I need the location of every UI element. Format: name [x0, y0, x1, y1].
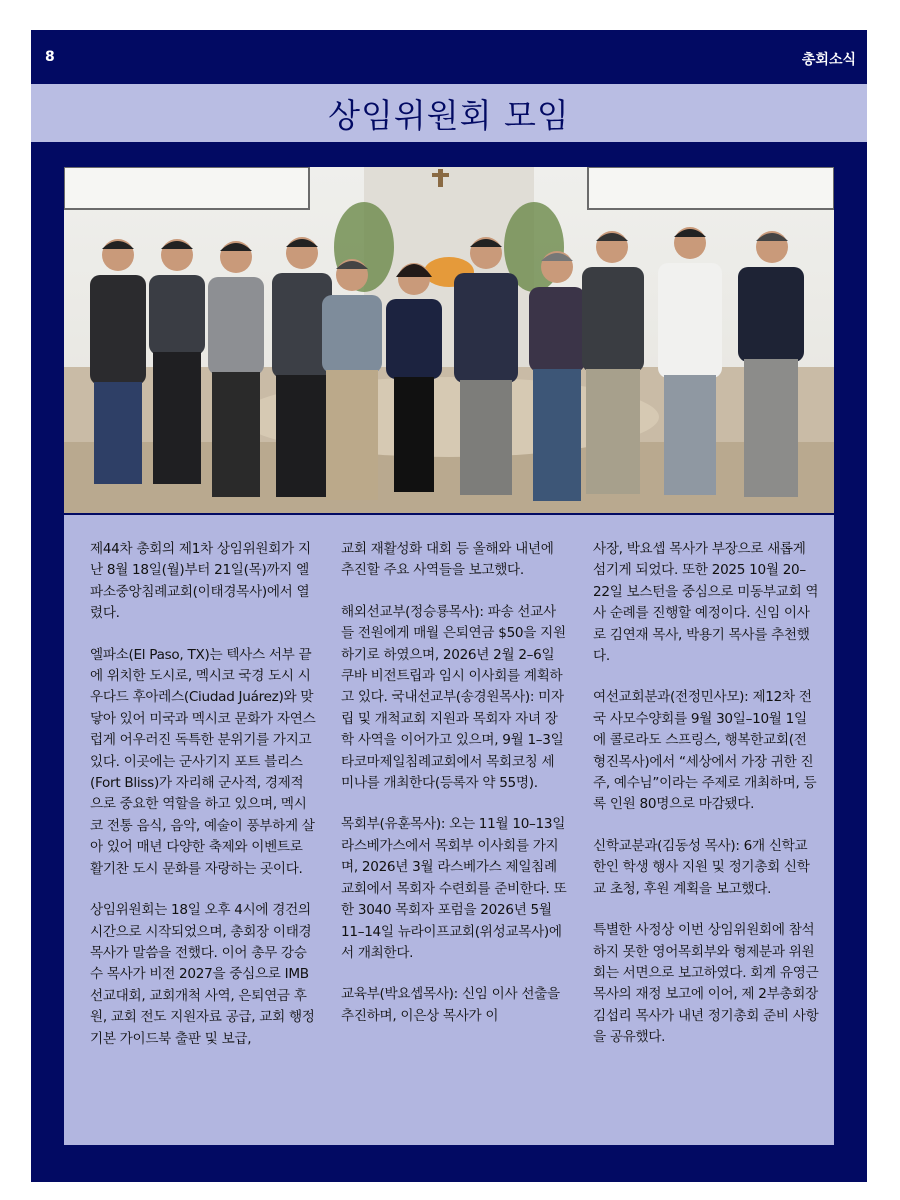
page-number: 8 [45, 49, 55, 65]
article-paragraph: 해외선교부(정승룡목사): 파송 선교사들 전원에게 매월 은퇴연금 $50을 지원하기로 하였으며, 2026년 2월 2–6일 쿠바 비전트립과 임시 이사회를 계획하고 있다. 국내선교부(송경원목사): 미자립 및 개척교회 지원과 목회자 자녀 장학 사역을 이어가고 있으며, 9월 1–3일 타코마제일침례교회에서 목회코칭 세미나를 개최한다(등록자 약 55명). [341, 603, 566, 792]
article-column-1 [90, 539, 316, 1070]
page-title: 상임위원회 모임 [328, 95, 570, 135]
article-column-3 [593, 539, 819, 1069]
article-paragraph: 제44차 총회의 제1차 상임위원회가 지난 8월 18일(월)부터 21일(목)까지 엘파소중앙침례교회(이태경목사)에서 열렸다. [90, 541, 311, 622]
article-paragraph: 교회 재활성화 대회 등 올해와 내년에 추진할 주요 사역들을 보고했다. [341, 541, 554, 579]
group-photo [64, 167, 834, 513]
article-paragraph: 신학교분과(김동성 목사): 6개 신학교 한인 학생 행사 지원 및 정기총회 신학교 초청, 후원 계획을 보고했다. [593, 837, 810, 897]
article-paragraph: 교육부(박요셉목사): 신임 이사 선출을 추진하며, 이은상 목사가 이 [341, 986, 560, 1024]
article-paragraph: 엘파소(El Paso, TX)는 텍사스 서부 끝에 위치한 도시로, 멕시코 국경 도시 시우다드 후아레스(Ciudad Juárez)와 맞닿아 있어 미국과 멕시코 문화가 자연스럽게 어우러진 독특한 분위기를 가지고 있다. 이곳에는 군사기지 포트 블리스(Fort Bliss)가 자리해 군사적, 경제적으로 중요한 역할을 하고 있으며, 멕시코 전통 음식, 음악, 예술이 풍부하게 살아 있어 매년 다양한 축제와 이벤트로 활기찬 도시 문화를 자랑하는 곳이다. [90, 646, 316, 877]
article-column-2 [341, 539, 567, 1047]
section-name: 총회소식 [801, 52, 856, 68]
article-paragraph: 상임위원회는 18일 오후 4시에 경건의 시간으로 시작되었으며, 총회장 이태경 목사가 말씀을 전했다. 이어 총무 강승수 목사가 비전 2027을 중심으로 IMB 선교대회, 교회개척 사역, 은퇴연금 후원, 교회 전도 지원자료 공급, 교회 행정 기본 가이드북 출판 및 보급, [90, 902, 315, 1047]
article-paragraph: 여선교회분과(전정민사모): 제12차 전국 사모수양회를 9월 30일–10월 1일에 콜로라도 스프링스, 행복한교회(전형진목사)에서 “세상에서 가장 귀한 진주, 예수님”이라는 주제로 개최하며, 등록 인원 80명으로 마감됐다. [593, 689, 817, 813]
article-panel [64, 515, 834, 1145]
group-photo-illustration [64, 167, 834, 513]
article-paragraph: 특별한 사정상 이번 상임위원회에 참석하지 못한 영어목회부와 형제분과 위원회는 서면으로 보고하였다. 회계 유영근 목사의 재정 보고에 이어, 제 2부총회장 김섭리 목사가 내년 정기총회 준비 사항을 공유했다. [593, 922, 819, 1046]
article-paragraph: 사장, 박요셉 목사가 부장으로 새롭게 섬기게 되었다. 또한 2025 10월 20–22일 보스턴을 중심으로 미동부교회 역사 순례를 진행할 예정이다. 신임 이사로 김연재 목사, 박용기 목사를 추천했다. [593, 541, 819, 665]
article-paragraph: 목회부(유훈목사): 오는 11월 10–13일 라스베가스에서 목회부 이사회를 가지며, 2026년 3월 라스베가스 제일침례교회에서 목회자 수련회를 준비한다. 또한 3040 목회자 포럼을 2026년 5월 11–14일 뉴라이프교회(위성교목사)에서 개최한다. [341, 816, 567, 961]
title-band [31, 84, 867, 142]
